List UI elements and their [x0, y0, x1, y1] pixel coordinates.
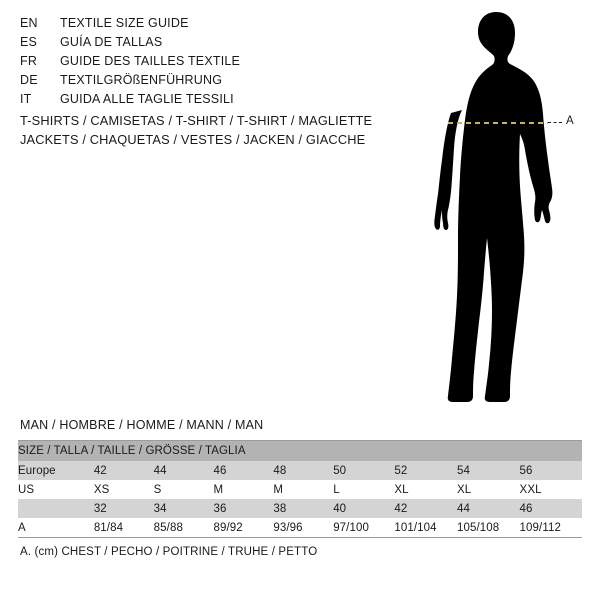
cell-value: 32 [94, 499, 154, 518]
cell-value: XL [394, 480, 457, 499]
language-code: EN [20, 16, 38, 30]
cell-value: XS [94, 480, 154, 499]
cell-value: L [333, 480, 394, 499]
cell-value: 36 [214, 499, 274, 518]
male-silhouette-figure [400, 10, 600, 410]
silhouette-icon [400, 10, 600, 410]
cell-value: 85/88 [154, 518, 214, 537]
cell-value: M [273, 480, 333, 499]
table-row [18, 461, 582, 480]
size-table [18, 441, 582, 537]
cell-value: 44 [457, 499, 520, 518]
row-label: Europe [18, 461, 94, 480]
table-header-row [18, 441, 582, 461]
cell-value: S [154, 480, 214, 499]
table-bottom-rule [18, 537, 582, 538]
language-title: GUIDA ALLE TAGLIE TESSILI [60, 92, 234, 106]
cell-value: XXL [520, 480, 582, 499]
measure-leader-line [548, 122, 562, 123]
cell-value: 50 [333, 461, 394, 480]
cell-value: 42 [94, 461, 154, 480]
row-label: A [18, 518, 94, 537]
language-row [20, 35, 350, 54]
cell-value: 54 [457, 461, 520, 480]
table-row [18, 480, 582, 499]
cell-value: 46 [214, 461, 274, 480]
language-code: IT [20, 92, 32, 106]
section-title-man: MAN / HOMBRE / HOMME / MANN / MAN [20, 418, 264, 432]
cell-value: 56 [520, 461, 582, 480]
language-code: ES [20, 35, 38, 49]
cell-value: 97/100 [333, 518, 394, 537]
table-header-label: SIZE / TALLA / TAILLE / GRÖSSE / TAGLIA [18, 441, 582, 461]
cell-value: 38 [273, 499, 333, 518]
table-row [18, 499, 582, 518]
cell-value: 109/112 [520, 518, 582, 537]
language-code: DE [20, 73, 38, 87]
cell-value: 52 [394, 461, 457, 480]
cell-value: 105/108 [457, 518, 520, 537]
language-title: GUÍA DE TALLAS [60, 35, 163, 49]
cell-value: 89/92 [214, 518, 274, 537]
measure-label-a: A [566, 115, 574, 127]
language-title: TEXTILE SIZE GUIDE [60, 16, 189, 30]
cell-value: 48 [273, 461, 333, 480]
cell-value: 81/84 [94, 518, 154, 537]
language-row [20, 16, 350, 35]
language-code: FR [20, 54, 38, 68]
language-row [20, 54, 350, 73]
cell-value: M [214, 480, 274, 499]
category-block [20, 111, 440, 149]
language-row [20, 73, 350, 92]
cell-value: 40 [333, 499, 394, 518]
cell-value: 101/104 [394, 518, 457, 537]
cell-value: 42 [394, 499, 457, 518]
cell-value: 93/96 [273, 518, 333, 537]
footnote-chest-measure: A. (cm) CHEST / PECHO / POITRINE / TRUHE / PETTO [20, 546, 318, 558]
cell-value: 46 [520, 499, 582, 518]
cell-value: 34 [154, 499, 214, 518]
row-label: US [18, 480, 94, 499]
language-title: TEXTILGRÖßENFÜHRUNG [60, 73, 223, 87]
cell-value: 44 [154, 461, 214, 480]
language-header-block [20, 16, 350, 111]
language-title: GUIDE DES TAILLES TEXTILE [60, 54, 241, 68]
language-row [20, 92, 350, 111]
cell-value: XL [457, 480, 520, 499]
row-label [18, 499, 94, 518]
category-line-tshirts: T-SHIRTS / CAMISETAS / T-SHIRT / T-SHIRT / MAGLIETTE [20, 113, 373, 128]
table-row [18, 518, 582, 537]
category-line-jackets: JACKETS / CHAQUETAS / VESTES / JACKEN / GIACCHE [20, 132, 366, 147]
